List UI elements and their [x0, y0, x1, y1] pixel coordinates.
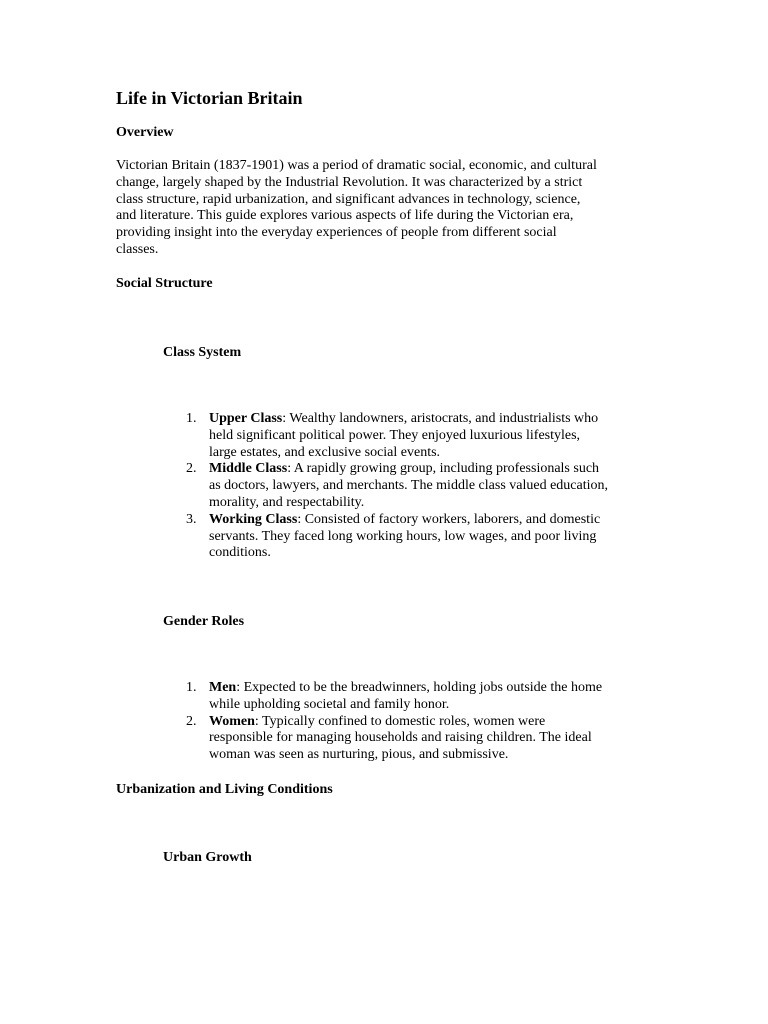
list-item-text: : Expected to be the breadwinners, holding jobs outside the home [236, 680, 603, 695]
class-system-heading: Class System [163, 345, 242, 360]
list-item-text: as doctors, lawyers, and merchants. The middle class valued education, [209, 478, 609, 494]
gender-roles-list [186, 680, 666, 764]
list-item-term: Middle Class [209, 461, 288, 477]
list-item [186, 461, 666, 511]
social-structure-heading: Social Structure [116, 276, 213, 291]
list-number: 1. [186, 680, 197, 695]
list-number: 2. [186, 713, 197, 729]
list-item-term: Men [209, 680, 237, 695]
list-item-text: conditions. [209, 545, 271, 561]
list-item-text: woman was seen as nurturing, pious, and submissive. [209, 747, 509, 763]
list-item-term: Upper Class [209, 411, 283, 426]
overview-line: providing insight into the everyday experiences of people from different social [116, 225, 557, 241]
gender-roles-heading: Gender Roles [163, 614, 245, 629]
list-item-text: : Consisted of factory workers, laborers, and domestic [297, 511, 601, 527]
overview-line: class structure, rapid urbanization, and significant advances in technology, science, [116, 191, 581, 207]
class-system-list [186, 411, 666, 562]
list-item-text: while upholding societal and family honor. [209, 696, 450, 712]
list-number: 2. [186, 461, 197, 477]
list-item [186, 680, 666, 714]
list-item [186, 411, 666, 461]
overview-line: Victorian Britain (1837-1901) was a period of dramatic social, economic, and cultural [116, 158, 597, 173]
list-item-text: servants. They faced long working hours, low wages, and poor living [209, 528, 597, 544]
list-item-term: Working Class [209, 511, 298, 527]
urban-growth-heading: Urban Growth [163, 850, 252, 865]
list-item-text: large estates, and exclusive social events. [209, 444, 441, 460]
list-number: 1. [186, 411, 197, 426]
list-item-text: held significant political power. They enjoyed luxurious lifestyles, [209, 427, 581, 443]
overview-line: classes. [116, 241, 159, 257]
list-item-text: responsible for managing households and raising children. The ideal [209, 730, 592, 746]
list-item-text: : Typically confined to domestic roles, women were [254, 713, 546, 729]
document-title: Life in Victorian Britain [116, 88, 303, 108]
list-item [186, 714, 666, 764]
overview-heading: Overview [116, 125, 174, 140]
list-number: 3. [186, 511, 197, 527]
list-item-text: : A rapidly growing group, including professionals such [287, 461, 600, 477]
list-item-term: Women [209, 713, 255, 729]
urbanization-heading: Urbanization and Living Conditions [116, 782, 333, 797]
overview-line: and literature. This guide explores various aspects of life during the Victorian era, [116, 208, 574, 224]
overview-line: change, largely shaped by the Industrial Revolution. It was characterized by a strict [116, 174, 583, 190]
list-item [186, 512, 666, 562]
list-item-text: : Wealthy landowners, aristocrats, and industrialists who [282, 411, 599, 426]
list-item-text: morality, and respectability. [209, 494, 365, 510]
overview-paragraph [116, 158, 656, 259]
